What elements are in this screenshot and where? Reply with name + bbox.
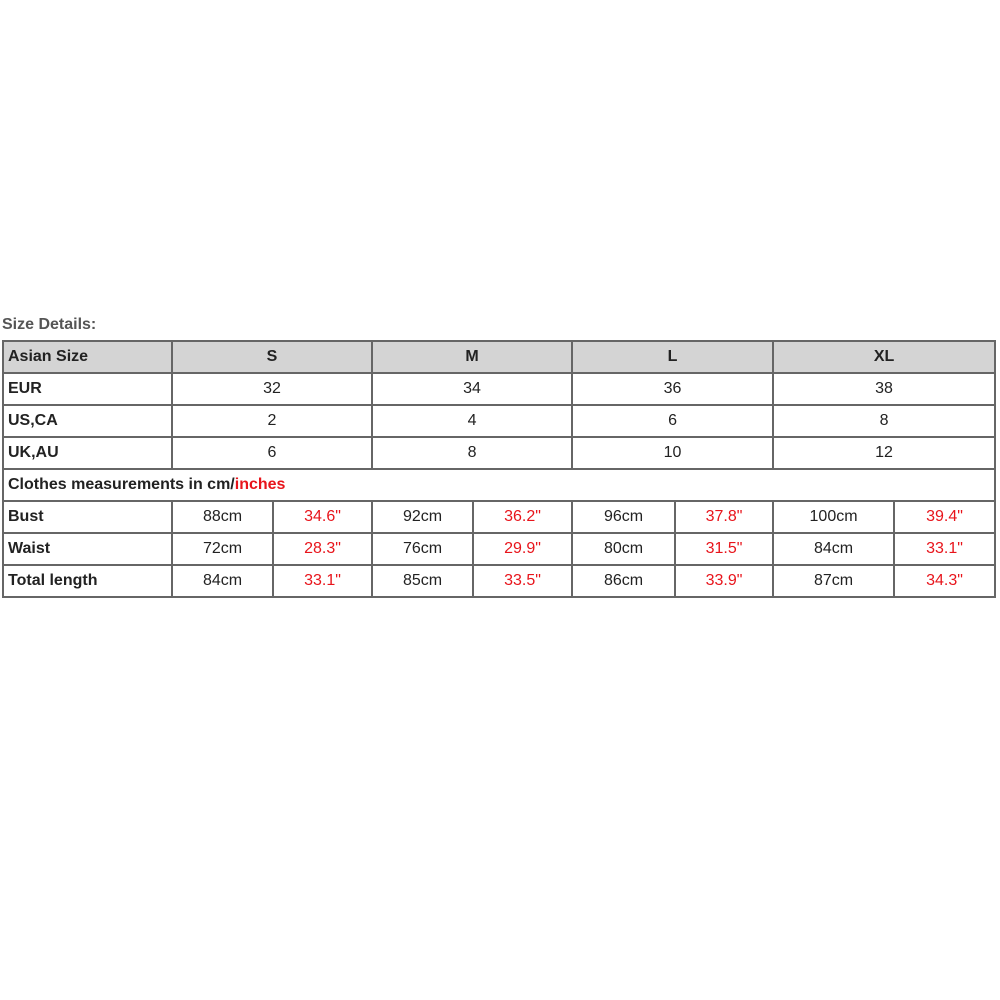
cm-value: 84cm [172,565,273,597]
cm-value: 76cm [372,533,473,565]
inch-value: 37.8" [675,501,773,533]
cm-value: 80cm [572,533,675,565]
measurements-section-heading [3,469,995,501]
size-value: 38 [773,373,995,405]
cm-value: 88cm [172,501,273,533]
cm-value: 87cm [773,565,894,597]
section-heading-prefix: Clothes measurements in cm/ [8,476,235,493]
row-label: Bust [3,501,172,533]
row-label: Total length [3,565,172,597]
conversion-row-us-ca [3,405,995,437]
size-value: 36 [572,373,773,405]
page-title: Size Details: [2,316,97,333]
size-value: 6 [572,405,773,437]
size-label-s: S [172,341,372,373]
inch-value: 36.2" [473,501,572,533]
cm-value: 86cm [572,565,675,597]
inch-value: 33.5" [473,565,572,597]
size-value: 4 [372,405,572,437]
row-label: Waist [3,533,172,565]
size-chart-table [2,340,996,598]
size-value: 12 [773,437,995,469]
size-label-l: L [572,341,773,373]
row-label: Asian Size [3,341,172,373]
size-value: 8 [372,437,572,469]
size-value: 34 [372,373,572,405]
inch-value: 33.1" [894,533,995,565]
measurement-row-bust [3,501,995,533]
measurements-section-row [3,469,995,501]
size-header-row [3,341,995,373]
measurement-row-waist [3,533,995,565]
cm-value: 85cm [372,565,473,597]
size-value: 32 [172,373,372,405]
size-label-xl: XL [773,341,995,373]
conversion-row-eur [3,373,995,405]
row-label: UK,AU [3,437,172,469]
inch-value: 28.3" [273,533,372,565]
conversion-row-uk-au [3,437,995,469]
cm-value: 72cm [172,533,273,565]
measurement-row-total-length [3,565,995,597]
section-heading-inches: inches [234,476,286,493]
inch-value: 34.3" [894,565,995,597]
size-label-m: M [372,341,572,373]
size-value: 8 [773,405,995,437]
inch-value: 29.9" [473,533,572,565]
row-label: US,CA [3,405,172,437]
size-value: 6 [172,437,372,469]
cm-value: 100cm [773,501,894,533]
cm-value: 84cm [773,533,894,565]
row-label: EUR [3,373,172,405]
inch-value: 34.6" [273,501,372,533]
inch-value: 39.4" [894,501,995,533]
inch-value: 33.9" [675,565,773,597]
size-value: 2 [172,405,372,437]
inch-value: 31.5" [675,533,773,565]
inch-value: 33.1" [273,565,372,597]
cm-value: 96cm [572,501,675,533]
cm-value: 92cm [372,501,473,533]
size-value: 10 [572,437,773,469]
